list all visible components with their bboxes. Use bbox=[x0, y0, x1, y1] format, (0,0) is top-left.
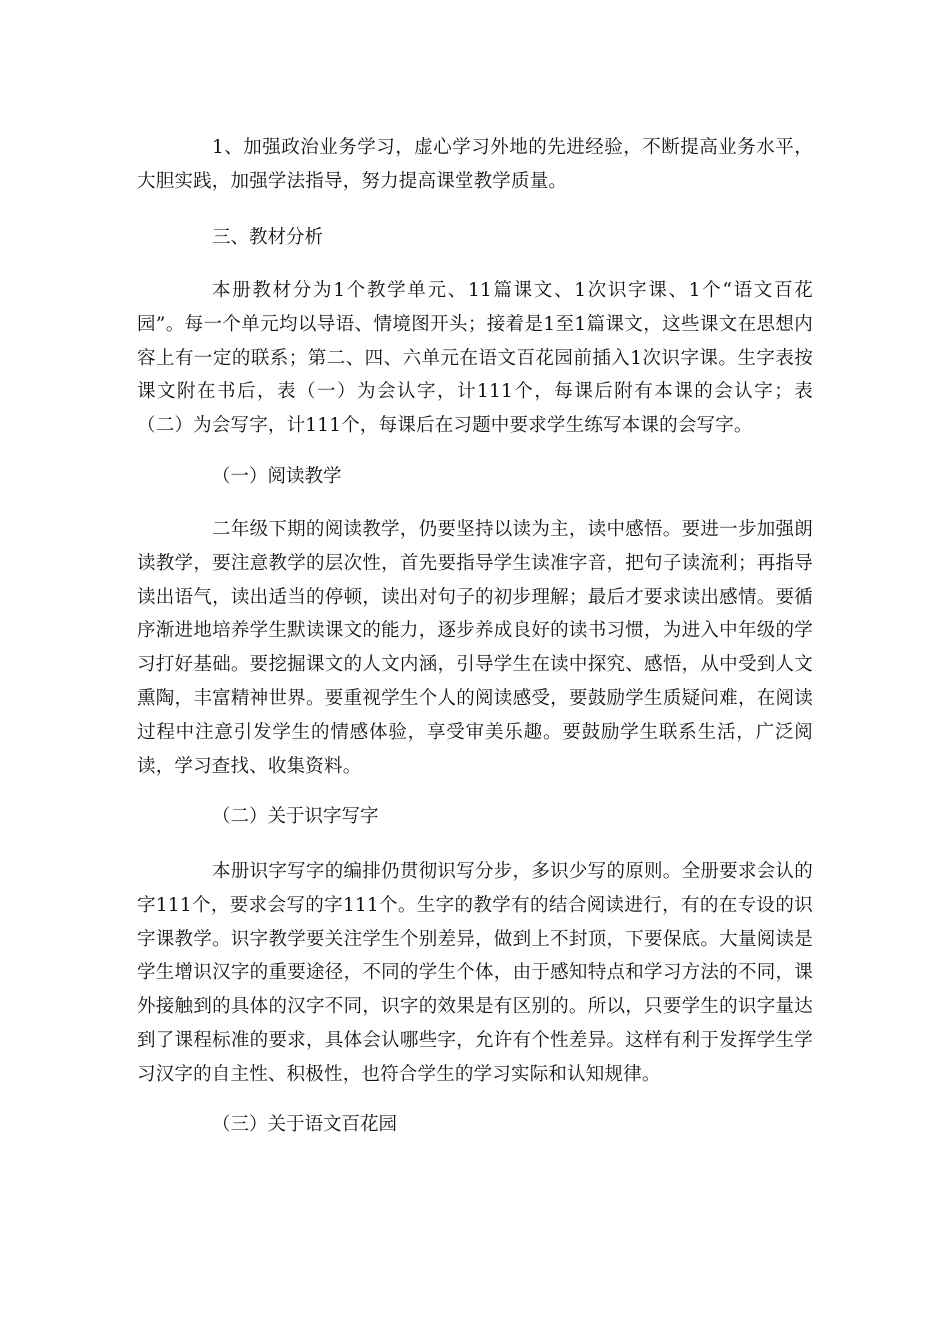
subheading-literacy-writing: （二）关于识字写字 bbox=[212, 806, 379, 827]
subheading-chinese-garden: （三）关于语文百花园 bbox=[212, 1114, 398, 1135]
paragraph-study-improvement: 1、加强政治业务学习，虚心学习外地的先进经验，不断提高业务水平，大胆实践，加强学法指导，努力提高课堂教学质量。 bbox=[137, 137, 813, 192]
section-heading-materials-analysis: 三、教材分析 bbox=[212, 227, 324, 248]
paragraph-reading-teaching: 二年级下期的阅读教学，仍要坚持以读为主，读中感悟。要进一步加强朗读教学，要注意教学的层次性，首先要指导学生读准字音，把句子读流利；再指导读出语气，读出适当的停顿，读出对句子的初步理解；最后才要求读出感情。要循序渐进地培养学生默读课文的能力，逐步养成良好的读书习惯，为进入中年级的学习打好基础。要挖掘课文的人文内涵，引导学生在读中探究、感悟，从中受到人文熏陶，丰富精神世界。要重视学生个人的阅读感受，要鼓励学生质疑问难，在阅读过程中注意引发学生的情感体验，享受审美乐趣。要鼓励学生联系生活，广泛阅读，学习查找、收集资料。 bbox=[137, 519, 813, 777]
subheading-reading-teaching: （一）阅读教学 bbox=[212, 466, 342, 487]
paragraph-materials-overview: 本册教材分为1个教学单元、11篇课文、1次识字课、1个“语文百花园”。每一个单元均以导语、情境图开头；接着是1至1篇课文，这些课文在思想内容上有一定的联系；第二、四、六单元在语文百花园前插入1次识字课。生字表按课文附在书后，表（一）为会认字，计111个，每课后附有本课的会认字；表（二）为会写字，计111个，每课后在习题中要求学生练写本课的会写字。 bbox=[137, 280, 813, 437]
paragraph-literacy-writing: 本册识字写字的编排仍贯彻识写分步，多识少写的原则。全册要求会认的字111个，要求会写的字111个。生字的教学有的结合阅读进行，有的在专设的识字课教学。识字教学要关注学生个别差异，做到上不封顶，下要保底。大量阅读是学生增识汉字的重要途径，不同的学生个体，由于感知特点和学习方法的不同，课外接触到的具体的汉字不同，识字的效果是有区别的。所以，只要学生的识字量达到了课程标准的要求，具体会认哪些字，允许有个性差异。这样有利于发挥学生学习汉字的自主性、积极性，也符合学生的学习实际和认知规律。 bbox=[137, 861, 813, 1085]
